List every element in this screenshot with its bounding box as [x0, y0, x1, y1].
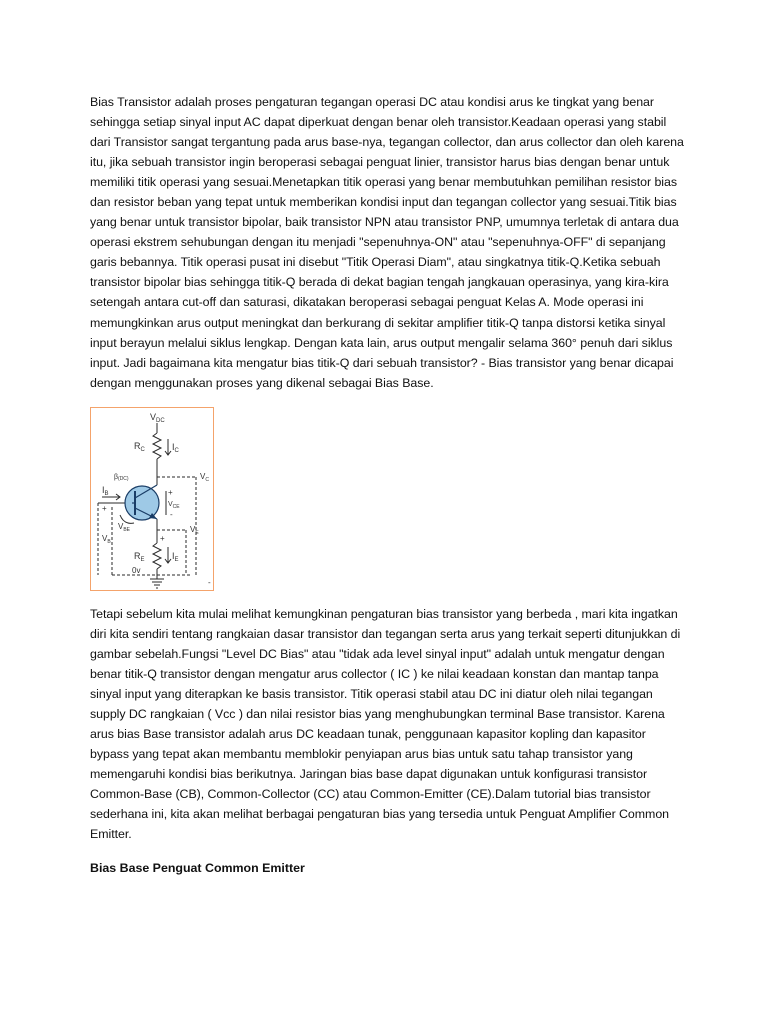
transistor-icon [125, 485, 159, 520]
transistor-bias-circuit-diagram [90, 407, 214, 591]
section-heading: Bias Base Penguat Common Emitter [90, 861, 305, 876]
beta-label: β(DC) [114, 473, 129, 482]
vc-label: $V_C$ [200, 471, 209, 483]
ib-label: $I_B$ [102, 484, 109, 497]
vbe-label: $V_{BE}$ [118, 521, 131, 533]
ie-label: $I_E$ [172, 550, 179, 563]
re-label: $R_E$ [134, 550, 145, 563]
vb-label: $V_B$ [102, 533, 111, 545]
ic-label: $I_C$ [172, 441, 179, 454]
vbe-plus-sign: + [102, 503, 107, 513]
vce-label: $V_{CE}$ [168, 500, 180, 510]
vce-minus-sign: - [170, 509, 173, 519]
vdc-label: $V_{DC}$ [150, 411, 165, 424]
rc-label: $R_C$ [134, 440, 145, 453]
ve-label: $V_E$ [190, 524, 199, 536]
vce-plus-sign: + [168, 487, 173, 497]
circuit-figure [90, 407, 214, 591]
document-page [90, 92, 688, 878]
paragraph-intro: Bias Transistor adalah proses pengaturan tegangan operasi DC atau kondisi arus ke tingkat yang benar sehingga setiap sinyal input AC dapat diperkuat dengan benar oleh transistor.Keadaan operasi yang stabil dari Transistor sangat tergantung pada arus base-nya, tegangan collector, dan arus collector dan oleh karena itu, jika sebuah transistor ingin beroperasi sebagai penguat linier, transistor harus bias dengan benar untuk memiliki titik operasi yang sesuai.Menetapkan titik operasi yang benar membutuhkan pemilihan resistor bias dan resistor beban yang tepat untuk memberikan kondisi input dan tegangan collector yang sesuai.Titik bias yang benar untuk transistor bipolar, baik transistor NPN atau transistor PNP, umumnya terletak di antara dua operasi ekstrem sehubungan dengan itu menjadi "sepenuhnya-ON" atau "sepenuhnya-OFF" di sepanjang garis bebannya. Titik operasi pusat ini disebut "Titik Operasi Diam", atau singkatnya titik-Q.Ketika sebuah transistor bipolar bias sehingga titik-Q berada di dekat bagian tengah jangkauan operasinya, yang kira-kira setengah antara cut-off dan saturasi, dikatakan beroperasi sebagai penguat Kelas A. Mode operasi ini memungkinkan arus output meningkat dan berkurang di sekitar amplifier titik-Q tanpa distorsi ketika sinyal input berayun melalui siklus lengkap. Dengan kata lain, arus output mengalir selama 360° penuh dari siklus input. Jadi bagaimana kita mengatur bias titik-Q dari sebuah transistor? - Bias transistor yang benar dicapai dengan menggunakan proses yang dikenal sebagai Bias Base. [90, 95, 684, 390]
paragraph-explanation: Tetapi sebelum kita mulai melihat kemungkinan pengaturan bias transistor yang berbeda , mari kita ingatkan diri kita sendiri tentang rangkaian dasar transistor dan tegangan serta arus yang terkait seperti ditunjukkan di gambar sebelah.Fungsi "Level DC Bias" atau "tidak ada level sinyal input" adalah untuk mengatur dengan benar titik-Q transistor dengan mengatur arus collector ( IC ) ke nilai keadaan konstan dan mantap tanpa sinyal input yang diterapkan ke basis transistor. Titik operasi stabil atau DC ini diatur oleh nilai tegangan supply DC rangkaian ( Vcc ) dan nilai resistor bias yang menghubungkan terminal Base transistor. Karena arus bias Base transistor adalah arus DC keadaan tunak, penggunaan kapasitor kopling dan kapasitor bypass yang tepat akan membantu memblokir penyiapan arus bias untuk satu tahap transistor yang memengaruhi kondisi bias berikutnya. Jaringan bias base dapat digunakan untuk konfigurasi transistor Common-Base (CB), Common-Collector (CC) atau Common-Emitter (CE).Dalam tutorial bias transistor sederhana ini, kita akan melihat berbagai pengaturan bias yang tersedia untuk Penguat Amplifier Common Emitter. [90, 606, 681, 842]
zero-v-label: 0v [132, 565, 141, 575]
ve-plus-sign: + [160, 533, 165, 543]
ground-minus-sign: - [208, 577, 211, 587]
